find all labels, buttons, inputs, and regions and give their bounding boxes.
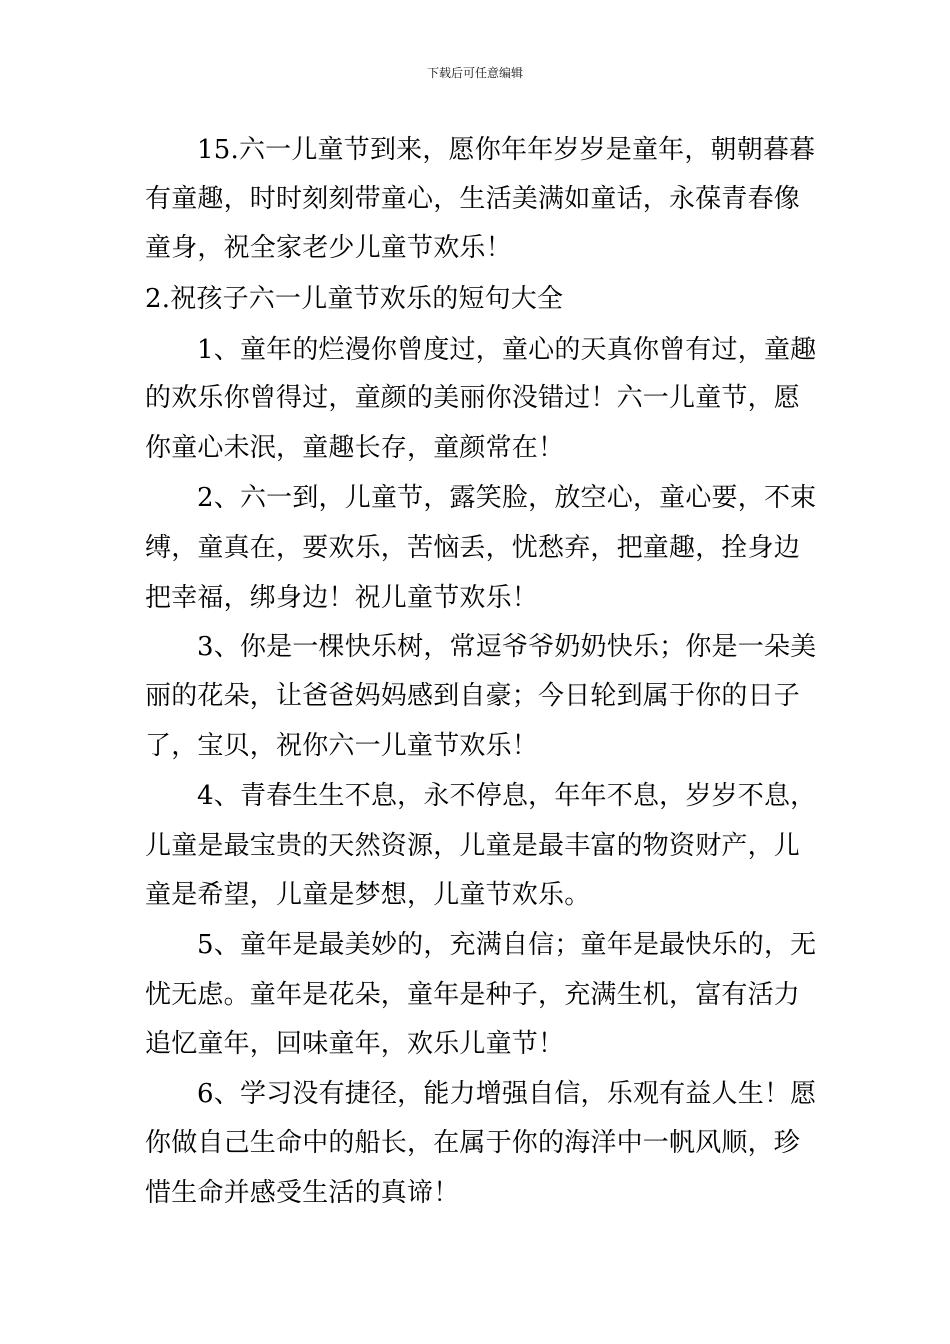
text-line: 了，宝贝，祝你六一儿童节欢乐！	[145, 731, 539, 761]
text-line: 你做自己生命中的船长，在属于你的海洋中一帆风顺，珍	[145, 1128, 801, 1158]
text-line: 有童趣，时时刻刻带童心，生活美满如童话，永葆青春像	[145, 184, 801, 214]
text-line: 童身，祝全家老少儿童节欢乐！	[145, 233, 512, 263]
text-line: 把幸福，绑身边！祝儿童节欢乐！	[145, 583, 539, 613]
text-line: 1、童年的烂漫你曾度过，童心的天真你曾有过，童趣	[197, 335, 817, 365]
text-line: 童是希望，儿童是梦想，儿童节欢乐。	[145, 880, 591, 910]
text-line: 惜生命并感受生活的真谛！	[145, 1178, 460, 1208]
text-line: 3、你是一棵快乐树，常逗爷爷奶奶快乐；你是一朵美	[197, 632, 817, 662]
page-header: 下载后可任意编辑	[426, 66, 523, 80]
text-line: 你童心未泯，童趣长存，童颜常在！	[145, 433, 565, 463]
text-line: 丽的花朵，让爸爸妈妈感到自豪；今日轮到属于你的日子	[145, 681, 801, 711]
text-line: 追忆童年，回味童年，欢乐儿童节！	[145, 1029, 565, 1059]
text-line: 2、六一到，儿童节，露笑脸，放空心，童心要，不束	[197, 483, 817, 513]
text-line: 的欢乐你曾得过，童颜的美丽你没错过！六一儿童节，愿	[145, 383, 801, 413]
text-line: 儿童是最宝贵的天然资源，儿童是最丰富的物资财产，儿	[145, 831, 801, 861]
text-line: 缚，童真在，要欢乐，苦恼丢，忧愁弃，把童趣，拴身边	[145, 533, 801, 563]
text-line: 4、青春生生不息，永不停息，年年不息，岁岁不息，	[197, 781, 817, 811]
text-line: 忧无虑。童年是花朵，童年是种子，充满生机，富有活力	[145, 980, 801, 1010]
section-heading: 2.祝孩子六一儿童节欢乐的短句大全	[145, 284, 564, 314]
text-line: 5、童年是最美妙的，充满自信；童年是最快乐的，无	[197, 930, 817, 960]
text-line: 15.六一儿童节到来，愿你年年岁岁是童年，朝朝暮暮	[197, 135, 816, 165]
text-line: 6、学习没有捷径，能力增强自信，乐观有益人生！愿	[197, 1079, 817, 1109]
